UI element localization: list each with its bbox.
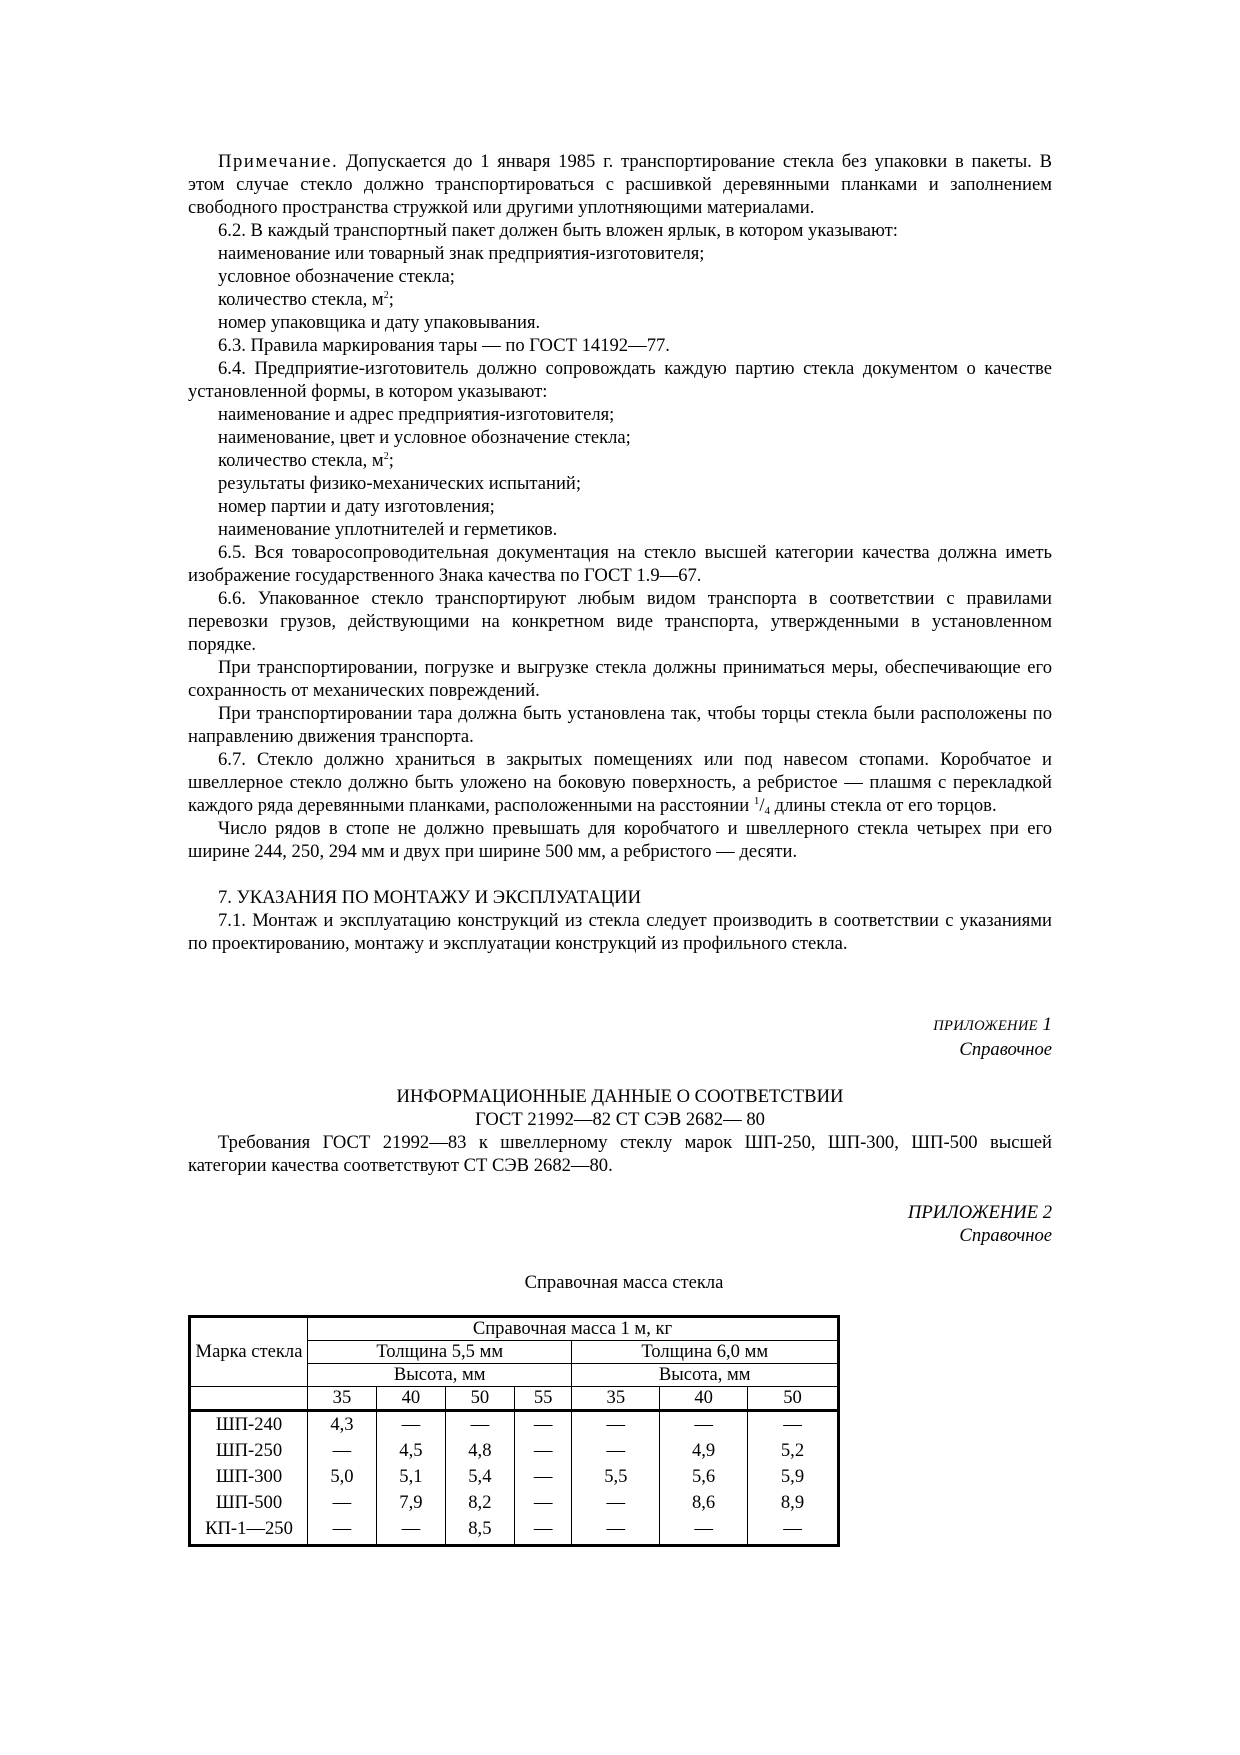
table-cell: 4,3 [308, 1411, 377, 1441]
table-row [190, 1518, 839, 1546]
section-6-6-p3: При транспортировании тара должна быть установлена так, чтобы торцы стекла были расположены по направлению движения транспорта. [188, 703, 1052, 747]
table-cell: 5,6 [660, 1466, 748, 1492]
table-cell: — [514, 1440, 572, 1466]
list-item-text: количество стекла, м [218, 289, 384, 310]
table-cell: — [514, 1411, 572, 1441]
table-cell: 5,4 [445, 1466, 514, 1492]
table-cell: 4,8 [445, 1440, 514, 1466]
height-header-b: Высота, мм [572, 1364, 839, 1387]
table-cell: 8,5 [445, 1518, 514, 1546]
group-header: Справочная масса 1 м, кг [308, 1317, 839, 1341]
appendix-1-number: 1 [1037, 1014, 1052, 1035]
table-row [190, 1440, 839, 1466]
thickness-header-b: Толщина 6,0 мм [572, 1341, 839, 1364]
list-item: наименование или товарный знак предприятия-изготовителя; [218, 243, 705, 264]
table-cell: 5,1 [376, 1466, 445, 1492]
appendix-2-header [188, 1201, 1052, 1247]
list-item [188, 449, 1052, 472]
section-6-7-p2: Число рядов в стопе не должно превышать для коробчатого и швеллерного стекла четырех при его ширине 244, 250, 294 мм и двух при ширине 500 мм, а ребристого — десяти. [188, 818, 1052, 862]
appendix-1-title-line1: ИНФОРМАЦИОННЫЕ ДАННЫЕ О СООТВЕТСТВИИ [396, 1086, 844, 1107]
row-mark: ШП-240 [190, 1411, 308, 1441]
table-cell: 5,9 [748, 1466, 839, 1492]
table-cell: 8,6 [660, 1492, 748, 1518]
table-row [190, 1411, 839, 1441]
note-text: Допускается до 1 января 1985 г. транспортирование стекла без упаковки в пакеты. В этом случае стекло должно транспортироваться с расшивкой деревянными планками и заполнением свободного пространства стружкой или другими уплотняющими материалами. [188, 151, 1052, 218]
list-item: наименование, цвет и условное обозначение стекла; [218, 427, 631, 448]
table-cell: 4,5 [376, 1440, 445, 1466]
fraction: $^1/_4$ [753, 795, 770, 817]
section-6-3: 6.3. Правила маркирования тары — по ГОСТ 14192—77. [218, 335, 670, 356]
column-header-empty [190, 1387, 308, 1411]
column-header-height: 35 [308, 1387, 377, 1411]
list-item: наименование и адрес предприятия-изготовителя; [218, 404, 615, 425]
section-6-6-p1: 6.6. Упакованное стекло транспортируют любым видом транспорта в соответствии с правилами перевозки грузов, действующими на конкретном виде транспорта, утвержденными в установленном порядке. [188, 588, 1052, 655]
table-cell: — [308, 1492, 377, 1518]
table-cell: 8,2 [445, 1492, 514, 1518]
section-6-7-text: 6.7. Стекло должно храниться в закрытых помещениях или под навесом стопами. Коробчатое и швеллерное стекло должно быть уложено на боковую поверхность, а ребристое — плашмя с перекладкой каждого ряда деревянными планками, расположенными на расстоянии [188, 749, 1052, 816]
table-cell: — [660, 1411, 748, 1441]
list-item-text: количество стекла, м [218, 450, 384, 471]
table-row [190, 1466, 839, 1492]
table-cell: — [748, 1518, 839, 1546]
table-cell: 8,9 [748, 1492, 839, 1518]
column-header-mark: Марка стекла [190, 1317, 308, 1387]
column-header-height: 50 [748, 1387, 839, 1411]
list-item: номер упаковщика и дату упаковывания. [218, 312, 541, 333]
table-cell: — [514, 1518, 572, 1546]
fraction-numerator: 1 [753, 795, 760, 807]
column-header-height: 40 [376, 1387, 445, 1411]
table-cell: — [572, 1440, 660, 1466]
column-header-height: 40 [660, 1387, 748, 1411]
table-cell: 4,9 [660, 1440, 748, 1466]
appendix-1-label: ПРИЛОЖЕНИЕ [933, 1018, 1038, 1034]
height-header-a: Высота, мм [308, 1364, 572, 1387]
table-cell: — [514, 1466, 572, 1492]
list-item: наименование уплотнителей и герметиков. [218, 519, 558, 540]
section-7-1: 7.1. Монтаж и эксплуатацию конструкций из стекла следует производить в соответствии с указаниями по проектированию, монтажу и эксплуатации конструкций из профильного стекла. [188, 910, 1052, 954]
document-body [188, 150, 1052, 1547]
section-6-2-intro: 6.2. В каждый транспортный пакет должен быть вложен ярлык, в котором указывают: [218, 220, 898, 241]
table-cell: — [572, 1492, 660, 1518]
table-title: Справочная масса стекла [524, 1272, 724, 1293]
table-row [190, 1492, 839, 1518]
section-6-7-p1 [188, 748, 1052, 817]
appendix-1-header [188, 1013, 1052, 1061]
note-label: Примечание. [218, 151, 339, 172]
section-6-4-intro: 6.4. Предприятие-изготовитель должно сопровождать каждую партию стекла документом о качестве установленной формы, в котором указывают: [188, 358, 1052, 402]
appendix-2-label: ПРИЛОЖЕНИЕ 2 [907, 1202, 1052, 1223]
list-item-tail: ; [388, 450, 394, 471]
table-cell: — [376, 1411, 445, 1441]
appendix-1-title [188, 1085, 1052, 1131]
table-cell: — [514, 1492, 572, 1518]
thickness-header-a: Толщина 5,5 мм [308, 1341, 572, 1364]
table-cell: 5,0 [308, 1466, 377, 1492]
table-cell: — [748, 1411, 839, 1441]
appendix-1-kind: Справочное [959, 1039, 1052, 1060]
table-cell: 7,9 [376, 1492, 445, 1518]
table-cell: — [308, 1440, 377, 1466]
note-paragraph [188, 150, 1052, 219]
fraction-denominator: 4 [764, 805, 770, 817]
row-mark: ШП-500 [190, 1492, 308, 1518]
table-cell: — [445, 1411, 514, 1441]
row-mark: ШП-300 [190, 1466, 308, 1492]
superscript: 2 [383, 451, 389, 462]
appendix-1-title-line2: ГОСТ 21992—82 СТ СЭВ 2682— 80 [475, 1109, 765, 1130]
table-cell: — [572, 1518, 660, 1546]
section-6-6-p2: При транспортировании, погрузке и выгрузке стекла должны приниматься меры, обеспечивающие его сохранность от механических повреждений. [188, 657, 1052, 701]
list-item-tail: ; [388, 289, 394, 310]
column-header-height: 50 [445, 1387, 514, 1411]
table-cell: 5,5 [572, 1466, 660, 1492]
table-cell: — [308, 1518, 377, 1546]
list-item: номер партии и дату изготовления; [218, 496, 495, 517]
appendix-2-kind: Справочное [959, 1225, 1052, 1246]
list-item: результаты физико-механических испытаний; [218, 473, 582, 494]
column-header-height: 35 [572, 1387, 660, 1411]
superscript: 2 [383, 290, 389, 301]
section-6-5: 6.5. Вся товаросопроводительная документация на стекло высшей категории качества должна иметь изображение государственного Знака качества по ГОСТ 1.9—67. [188, 542, 1052, 586]
table-cell: — [660, 1518, 748, 1546]
row-mark: КП-1—250 [190, 1518, 308, 1546]
table-cell: — [572, 1411, 660, 1441]
column-header-height: 55 [514, 1387, 572, 1411]
section-6-7-tail: длины стекла от его торцов. [769, 795, 997, 816]
table-cell: 5,2 [748, 1440, 839, 1466]
table-cell: — [376, 1518, 445, 1546]
mass-table [188, 1315, 840, 1547]
list-item [188, 288, 1052, 311]
list-item: условное обозначение стекла; [218, 266, 455, 287]
appendix-1-text: Требования ГОСТ 21992—83 к швеллерному стеклу марок ШП-250, ШП-300, ШП-500 высшей категории качества соответствуют СТ СЭВ 2682—80. [188, 1132, 1052, 1176]
section-7-heading: 7. УКАЗАНИЯ ПО МОНТАЖУ И ЭКСПЛУАТАЦИИ [218, 887, 642, 908]
row-mark: ШП-250 [190, 1440, 308, 1466]
